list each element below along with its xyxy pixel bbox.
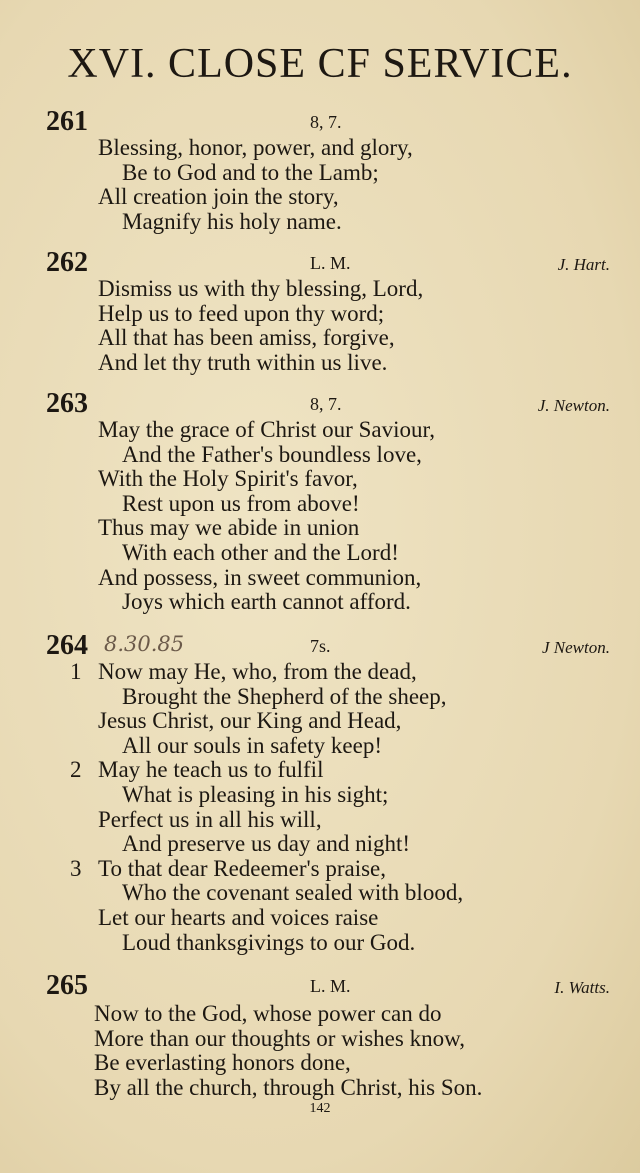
hymn-line: Rest upon us from above! — [122, 490, 360, 516]
hymn-line: What is pleasing in his sight; — [122, 781, 389, 807]
hymn-line: Let our hearts and voices raise — [98, 904, 379, 930]
hymn-line: Help us to feed upon thy word; — [98, 300, 385, 326]
hymn-line: Now to the God, whose power can do — [94, 1001, 442, 1026]
hymn-meter: 7s. — [310, 636, 331, 656]
page-number: 142 — [309, 1101, 331, 1116]
hymn-line: With the Holy Spirit's favor, — [98, 466, 358, 492]
hymn-number: 262 — [46, 247, 88, 278]
hymn-line: And the Father's boundless love, — [122, 441, 422, 467]
hymn-author: J. Hart. — [557, 255, 610, 274]
hymn-number: 263 — [46, 388, 88, 419]
hymn-line: All creation join the story, — [98, 184, 339, 210]
hymn-line: Magnify his holy name. — [122, 208, 342, 234]
hymn-number: 264 — [46, 630, 88, 661]
hymn-line: 1 Now may He, who, from the dead, — [70, 659, 417, 684]
hymn-265 — [0, 970, 640, 1100]
hymn-meter: 8, 7. — [310, 394, 342, 414]
hymn-line: And preserve us day and night! — [122, 831, 411, 857]
hymn-line: Thus may we abide in union — [98, 515, 360, 541]
hymn-meter: L. M. — [310, 976, 351, 996]
hymn-261 — [0, 106, 640, 234]
hymn-line: Jesus Christ, our King and Head, — [98, 708, 402, 734]
hymn-number: 265 — [46, 970, 88, 1001]
hymn-number: 261 — [46, 106, 88, 137]
hymn-line: And possess, in sweet communion, — [98, 564, 422, 590]
hymn-line: All our souls in safety keep! — [122, 732, 382, 758]
hymn-author: J. Newton. — [537, 396, 610, 415]
hymn-line: Perfect us in all his will, — [98, 806, 322, 832]
hymn-line: 2 May he teach us to fulfil — [70, 757, 324, 783]
hymn-line: More than our thoughts or wishes know, — [94, 1025, 465, 1051]
hymn-line: By all the church, through Christ, his Son. — [94, 1074, 483, 1100]
hymn-line: With each other and the Lord! — [122, 539, 399, 565]
hymn-line: Be to God and to the Lamb; — [122, 159, 379, 185]
hymn-263 — [0, 388, 640, 615]
hymn-line: Be everlasting honors done, — [94, 1050, 351, 1076]
hymn-line: Blessing, honor, power, and glory, — [98, 135, 413, 160]
hymn-line: And let thy truth within us live. — [98, 349, 388, 375]
hymn-line: Loud thanksgivings to our God. — [122, 929, 416, 955]
verse-number: 2 — [70, 757, 82, 783]
hymn-line: 3 To that dear Redeemer's praise, — [70, 855, 386, 881]
hymn-264 — [0, 630, 640, 955]
hymn-author: J Newton. — [542, 638, 610, 657]
hymn-line: Who the covenant sealed with blood, — [122, 880, 464, 906]
hymn-line: Joys which earth cannot afford. — [122, 589, 411, 615]
hymn-line: All that has been amiss, forgive, — [98, 325, 395, 351]
hymn-meter: L. M. — [310, 253, 351, 273]
hymn-meter: 8, 7. — [310, 112, 342, 132]
hymn-author: I. Watts. — [554, 978, 610, 997]
hymn-262 — [0, 247, 640, 375]
verse-number: 3 — [70, 855, 82, 881]
hymn-line: May the grace of Christ our Saviour, — [98, 417, 435, 442]
verse-number: 1 — [70, 659, 82, 684]
hymn-line: Brought the Shepherd of the sheep, — [122, 683, 447, 709]
section-title: XVI. CLOSE CF SERVICE. — [67, 41, 573, 87]
pencil-annotation: 8.30.85 — [104, 632, 185, 656]
hymn-line: Dismiss us with thy blessing, Lord, — [98, 276, 424, 301]
